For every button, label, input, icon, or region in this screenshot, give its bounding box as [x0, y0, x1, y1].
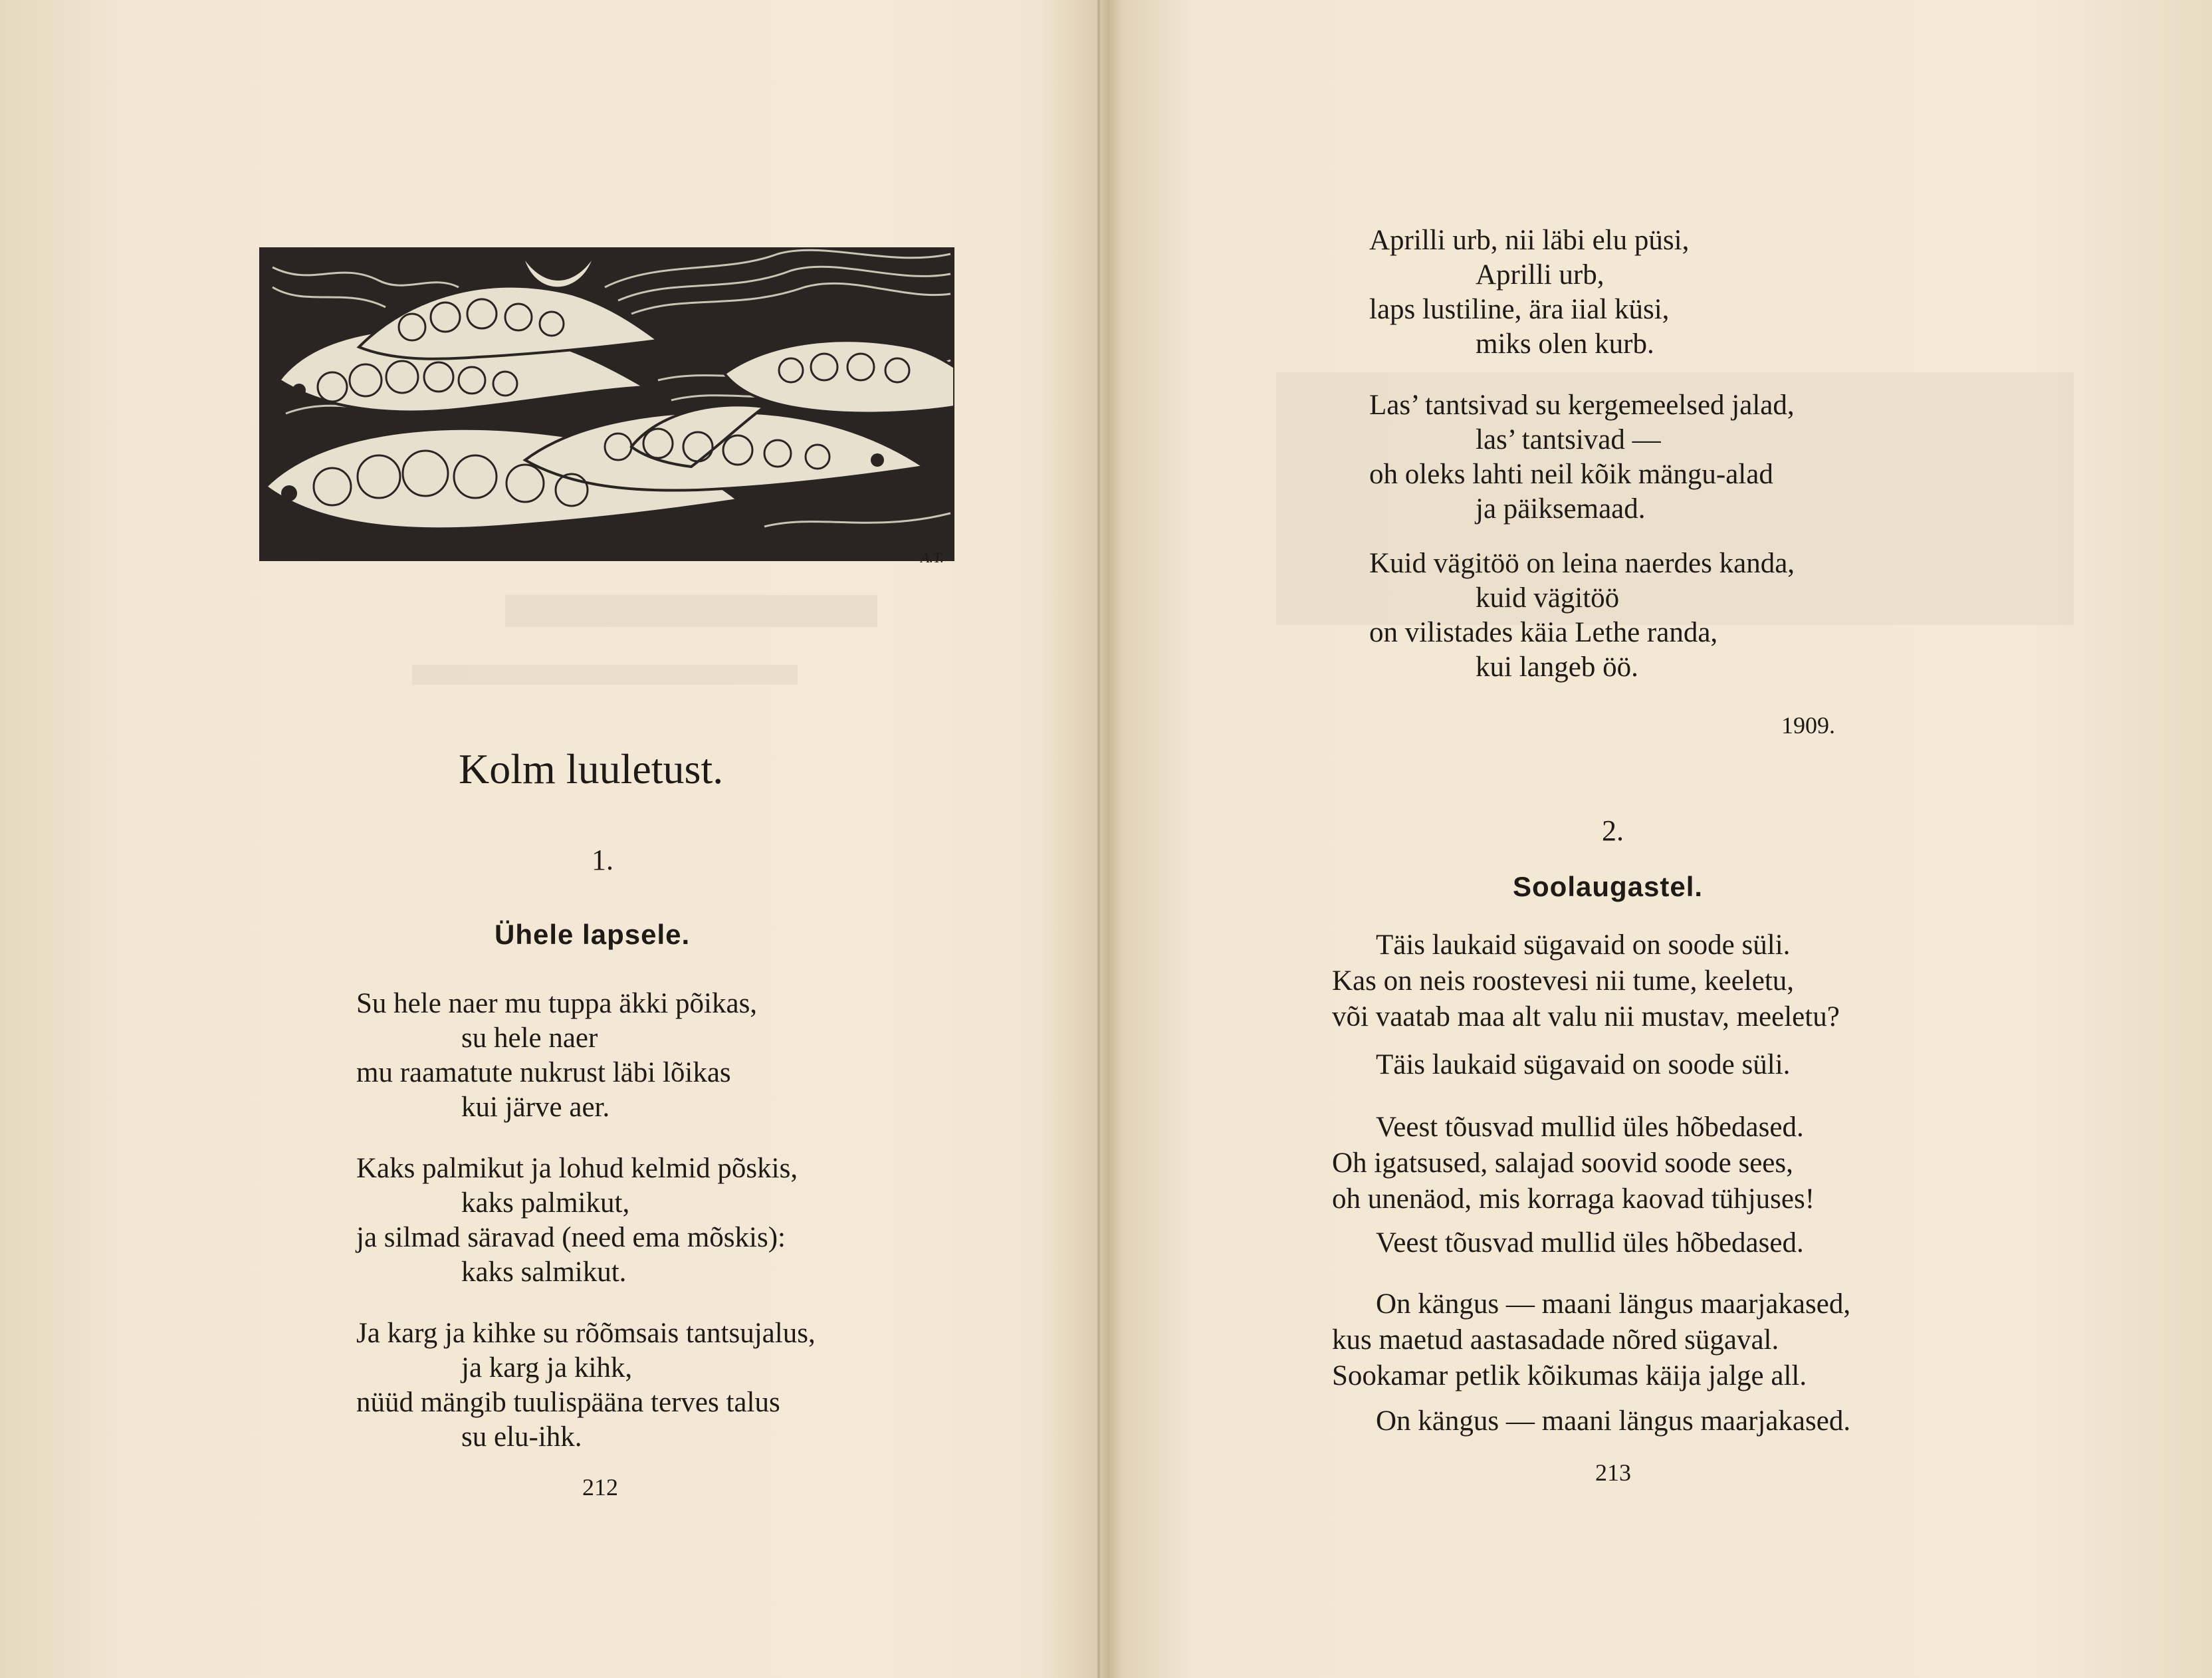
right-page — [1101, 0, 2212, 1678]
page-number: 212 — [582, 1474, 618, 1500]
poem-line: kaks palmikut, — [461, 1187, 630, 1219]
poem-line: oh unenäod, mis korraga kaovad tühjuses! — [1332, 1183, 1815, 1215]
page-title: Kolm luuletust. — [459, 745, 724, 792]
illustration-signature: A.T. — [921, 549, 944, 566]
poem-line: On kängus — maani längus maarjakased. — [1376, 1405, 1851, 1437]
poem-line: laps lustiline, ära iial küsi, — [1369, 294, 1670, 325]
poem-line: Kaks palmikut ja lohud kelmid põskis, — [356, 1153, 798, 1184]
poem-line: On kängus — maani längus maarjakased, — [1376, 1288, 1851, 1320]
poem-line: või vaatab maa alt valu nii mustav, meeletu? — [1332, 1001, 1840, 1032]
poem-line: kui langeb öö. — [1476, 652, 1638, 683]
poem-line: su hele naer — [461, 1022, 598, 1054]
poem-line: Aprilli urb, nii läbi elu püsi, — [1369, 225, 1690, 256]
show-through-text — [505, 595, 877, 627]
poem-line: kus maetud aastasadade nõred sügaval. — [1332, 1324, 1779, 1356]
poem-line: mu raamatute nukrust läbi lõikas — [356, 1057, 731, 1088]
poem-heading: Soolaugastel. — [1513, 871, 1704, 902]
poem-year: 1909. — [1781, 712, 1835, 739]
left-page — [0, 0, 1097, 1678]
poem-line: kuid vägitöö — [1476, 582, 1620, 614]
poem-line: Sookamar petlik kõikumas käija jalge all. — [1332, 1360, 1807, 1391]
poem-line: Täis laukaid sügavaid on soode süli. — [1376, 1049, 1791, 1080]
poem-line: nüüd mängib tuulispääna terves talus — [356, 1387, 780, 1418]
poem-heading: Ühele lapsele. — [495, 919, 691, 950]
fish-woodcut-graphic — [259, 247, 954, 561]
poem-number: 2. — [1602, 814, 1624, 847]
poem-line: ja päiksemaad. — [1476, 493, 1646, 525]
poem-line: Täis laukaid sügavaid on soode süli. — [1376, 929, 1791, 961]
poem-line: Aprilli urb, — [1476, 259, 1604, 291]
poem-line: miks olen kurb. — [1476, 328, 1654, 360]
poem-line: oh oleks lahti neil kõik mängu-alad — [1369, 459, 1773, 490]
poem-line: su elu-ihk. — [461, 1421, 582, 1453]
poem-line: Su hele naer mu tuppa äkki põikas, — [356, 988, 758, 1019]
poem-line: Oh igatsused, salajad soovid soode sees, — [1332, 1147, 1793, 1179]
poem-line: Las’ tantsivad su kergemeelsed jalad, — [1369, 390, 1795, 421]
poem-number: 1. — [592, 844, 613, 876]
page-number: 213 — [1595, 1459, 1631, 1486]
poem-line: Veest tõusvad mullid üles hõbedased. — [1376, 1112, 1804, 1143]
poem-line: kaks salmikut. — [461, 1257, 627, 1288]
poem-line: Kas on neis roostevesi nii tume, keeletu, — [1332, 965, 1795, 997]
poem-line: ja karg ja kihk, — [461, 1352, 633, 1383]
woodcut-fish-illustration — [259, 247, 954, 561]
show-through-text — [412, 665, 798, 685]
poem-line: Veest tõusvad mullid üles hõbedased. — [1376, 1227, 1804, 1258]
poem-line: kui järve aer. — [461, 1092, 610, 1123]
poem-line: Kuid vägitöö on leina naerdes kanda, — [1369, 548, 1795, 579]
poem-line: Ja karg ja kihke su rõõmsais tantsujalus, — [356, 1318, 816, 1349]
poem-line: ja silmad säravad (need ema mõskis): — [356, 1222, 786, 1253]
poem-line: las’ tantsivad — — [1476, 424, 1661, 455]
poem-line: on vilistades käia Lethe randa, — [1369, 617, 1718, 648]
